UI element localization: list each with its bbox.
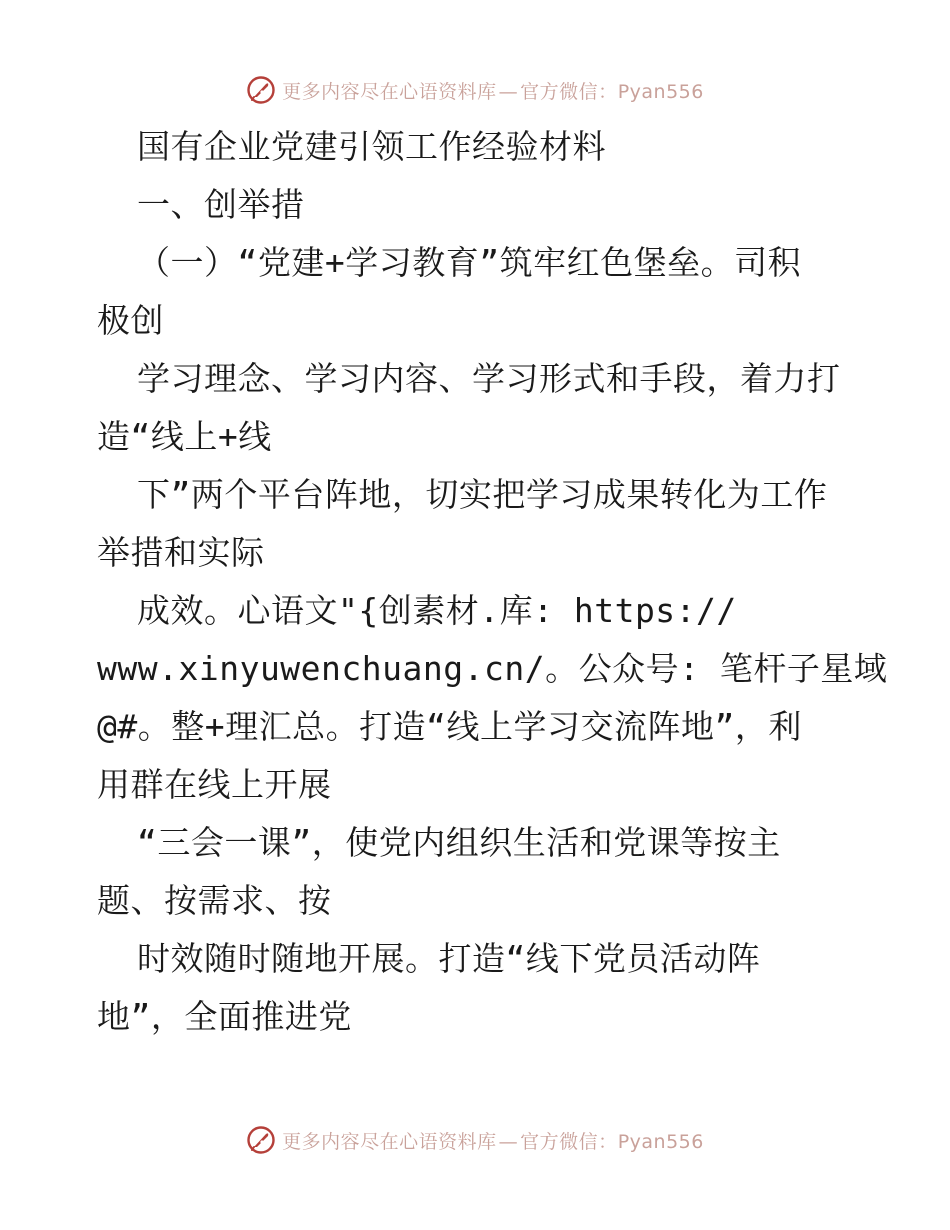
- watermark-dash: —: [498, 80, 519, 103]
- document-title: 国有企业党建引领工作经验材料: [137, 127, 606, 166]
- watermark-wechat-id: Pyan556: [617, 80, 704, 103]
- text-line: （一）“党建+学习教育”筑牢红色堡垒。司积: [137, 243, 802, 282]
- watermark-wechat-id: Pyan556: [617, 1130, 704, 1153]
- text-line: 题、按需求、按: [97, 881, 332, 920]
- header-watermark: [0, 70, 950, 110]
- text-line: 时效随时随地开展。打造“线下党员活动阵: [137, 939, 761, 978]
- text-line: 造“线上+线: [97, 417, 272, 456]
- quill-seal-icon: [246, 1125, 276, 1155]
- watermark-dash: —: [498, 1130, 519, 1153]
- quill-seal-icon: [246, 75, 276, 105]
- text-line: 成效。心语文"{创素材.库: https://: [137, 591, 737, 630]
- text-line: 一、创举措: [137, 185, 305, 224]
- text-line: 下”两个平台阵地，切实把学习成果转化为工作: [137, 475, 828, 514]
- text-line: @#。整+理汇总。打造“线上学习交流阵地”，利: [97, 707, 802, 746]
- text-line: 举措和实际: [97, 533, 265, 572]
- footer-watermark: [0, 1120, 950, 1160]
- watermark-wechat-label: 官方微信：: [520, 1130, 618, 1153]
- watermark-text: [282, 77, 704, 104]
- document-body: [97, 118, 888, 1046]
- text-line: 地”，全面推进党: [97, 997, 352, 1036]
- watermark-wechat-label: 官方微信：: [520, 80, 618, 103]
- watermark-slogan: 更多内容尽在心语资料库: [282, 80, 497, 103]
- text-line: “三会一课”，使党内组织生活和党课等按主: [137, 823, 781, 862]
- text-line: 用群在线上开展: [97, 765, 332, 804]
- text-line: www.xinyuwenchuang.cn/。公众号: 笔杆子星域: [97, 649, 888, 688]
- text-line: 极创: [97, 301, 164, 340]
- watermark-slogan: 更多内容尽在心语资料库: [282, 1130, 497, 1153]
- text-line: 学习理念、学习内容、学习形式和手段，着力打: [137, 359, 841, 398]
- watermark-text: [282, 1127, 704, 1154]
